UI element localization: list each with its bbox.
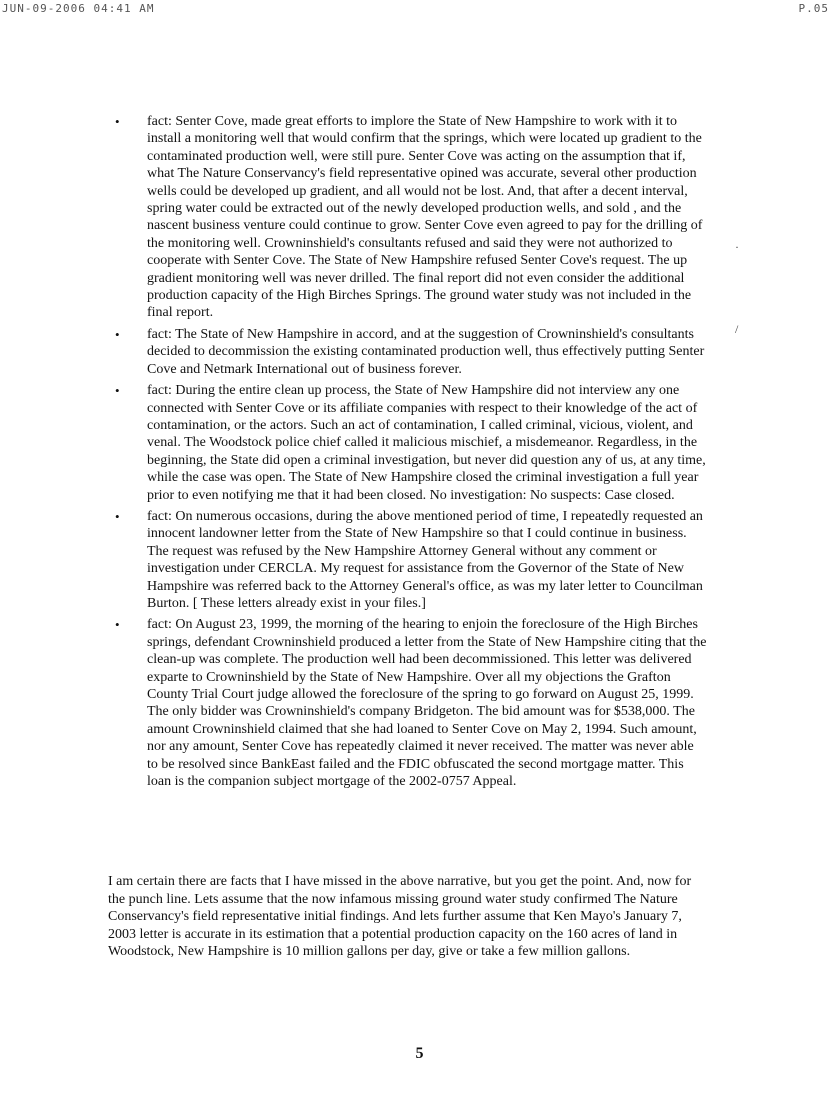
closing-paragraph: I am certain there are facts that I have missed in the above narrative, but you get the point. And, now for the punch line. Lets assume that the now infamous missing ground water study confirmed The Nature Conservancy's field representative initial findings. And lets further assume that Ken Mayo's January 7, 2003 letter is accurate in its estimation that a potential production capacity on the 160 acres of land in Woodstock, New Hampshire is 10 million gallons per day, give or take a few million gallons.: [108, 874, 692, 959]
fax-header: [0, 2, 839, 16]
page-number: 5: [415, 1045, 424, 1062]
fact-text: fact: The State of New Hampshire in accord, and at the suggestion of Crowninshield's consultants decided to decommission the existing contaminated production well, thus effectively putting Senter Cove and Netmark International out of business forever.: [147, 326, 705, 377]
fact-item: [113, 616, 708, 790]
fact-item: [113, 382, 708, 504]
fact-text: fact: On August 23, 1999, the morning of the hearing to enjoin the foreclosure of the High Birches springs, defendant Crowninshield produced a letter from the State of New Hampshire citing that the clean-up was complete. The production well had been decommissioned. This letter was delivered exparte to Crowninshield by the State of New Hampshire. Over all my objections the Grafton County Trial Court judge allowed the foreclosure of the spring to go forward on August 25, 1999. The only bidder was Crowninshield's company Bridgeton. The bid amount was for $538,000. The amount Crowninshield claimed that she had loaned to Senter Cove on May 2, 1994. Such amount, nor any amount, Senter Cove has repeatedly claimed it never received. The matter was never able to be resolved since BankEast failed and the FDIC obfuscated the second mortgage matter. This loan is the companion subject mortgage of the 2002-0757 Appeal.: [147, 617, 707, 790]
fact-item: [113, 113, 708, 322]
bullet-icon: •: [115, 326, 120, 342]
fact-text: fact: Senter Cove, made great efforts to implore the State of New Hampshire to work with it to install a monitoring well that would confirm that the springs, which were located up gradient to the contaminated production well, were still pure. Senter Cove was acting on the assumption that if, what The Nature Conservancy's field representative opined was accurate, several other production wells could be developed up gradient, and all would not be lost. And, that after a decent interval, spring water could be extracted out of the newly developed production wells, and sold , and the nascent business venture could continue to grow. Senter Cove even agreed to pay for the drilling of the monitoring well. Crowninshield's consultants refused and said they were not authorized to cooperate with Senter Cove. The State of New Hampshire refused Senter Cove's request. The up gradient monitoring well was never drilled. The final report did not even consider the additional production capacity of the High Birches Springs. The ground water study was not included in the final report.: [147, 114, 703, 321]
fact-text: fact: On numerous occasions, during the above mentioned period of time, I repeatedly requested an innocent landowner letter from the State of New Hampshire so that I could continue in business. The request was refused by the New Hampshire Attorney General without any comment or investigation under CERCLA. My request for assistance from the Governor of the State of New Hampshire was referred back to the Attorney General's office, as was my later letter to Councilman Burton. [ These letters already exist in your files.]: [147, 508, 703, 611]
fax-page-id: P.05: [798, 2, 829, 15]
fax-timestamp: JUN-09-2006 04:41 AM: [2, 2, 155, 15]
scan-mark: /: [735, 322, 739, 336]
bullet-icon: •: [115, 383, 120, 399]
scan-speck: ·: [735, 240, 739, 254]
bullet-icon: •: [115, 114, 120, 129]
facts-list: [113, 113, 708, 794]
bullet-icon: •: [115, 508, 120, 524]
fact-item: [113, 508, 708, 612]
bullet-icon: •: [115, 617, 120, 633]
fact-text: fact: During the entire clean up process, the State of New Hampshire did not interview any one connected with Senter Cove or its affiliate companies with respect to their knowledge of the act of contamination, or the actors. Such an act of contamination, I called criminal, vicious, violent, and venal. The Woodstock police chief called it malicious mischief, a misdemeanor. Regardless, in the beginning, the State did open a criminal investigation, but never did question any of us, at any time, while the case was open. The State of New Hampshire closed the criminal investigation a full year prior to even notifying me that it had been closed. No investigation: No suspects: Case closed.: [147, 383, 706, 503]
fact-item: [113, 326, 708, 378]
